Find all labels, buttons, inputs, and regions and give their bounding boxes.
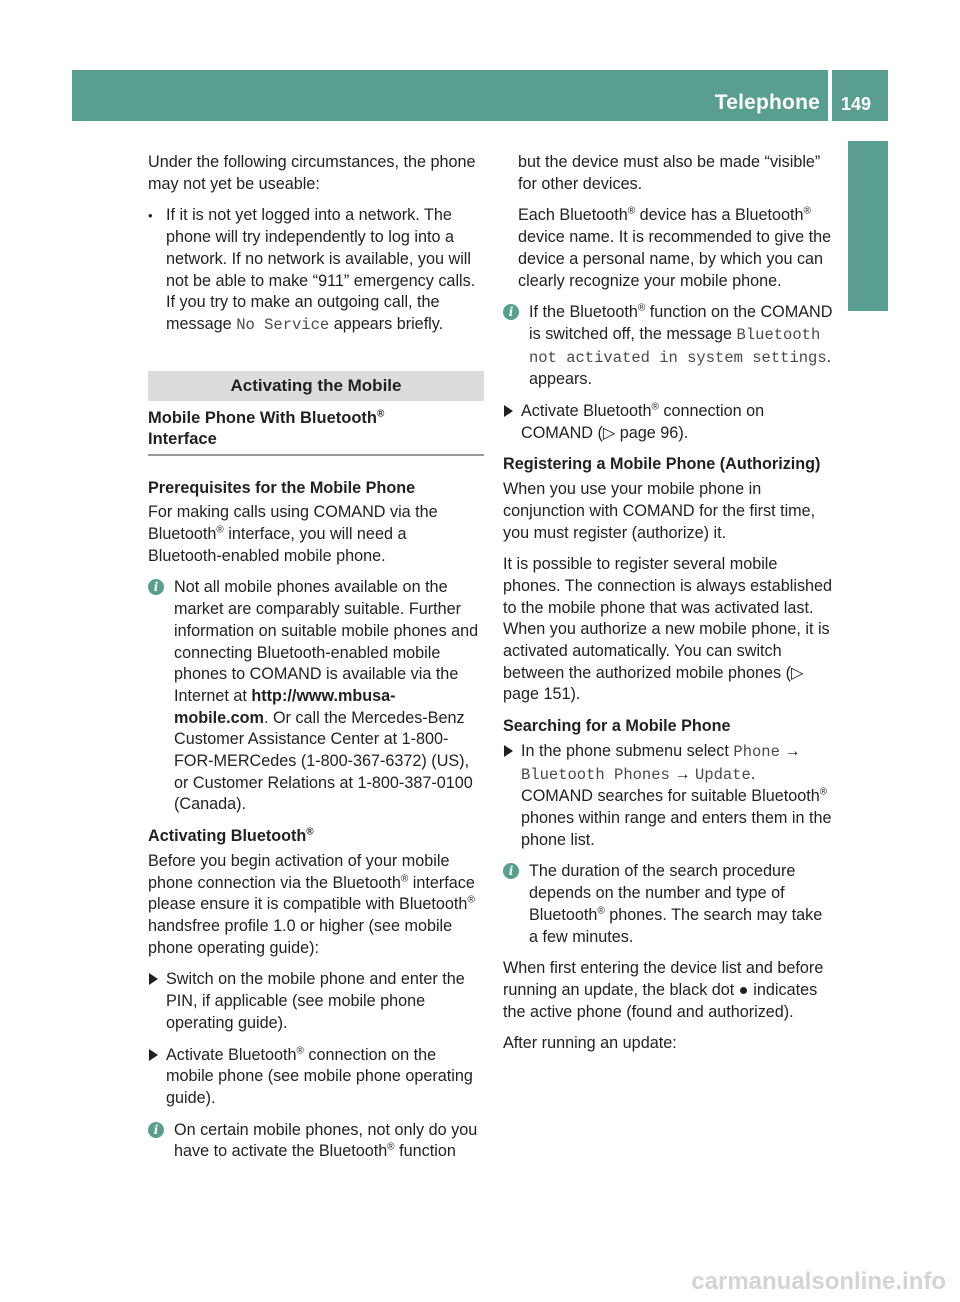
step-arrow-icon <box>149 1049 158 1061</box>
subheading: Mobile Phone With Bluetooth® Interface <box>148 408 484 456</box>
section-title-bar: Activating the Mobile <box>148 371 484 401</box>
info-icon: i <box>148 1122 164 1138</box>
bullet-network: • If it is not yet logged into a network. The phone will try independently to log into a network. If no network is available, you will not be able to make “911” emergency calls. If you try to make an outgoing call, the message No Service appears briefly. <box>148 206 476 334</box>
info-icon: i <box>503 304 519 320</box>
right-column <box>503 152 835 1065</box>
info-icon: i <box>148 579 164 595</box>
bullet-mark: • <box>148 208 153 224</box>
info-note-visibility: i On certain mobile phones, not only do you have to activate the Bluetooth® function <box>148 1120 484 1163</box>
info-note-duration: i The duration of the search procedure depends on the number and type of Bluetooth® phones. The search may take a few minutes. <box>503 861 835 948</box>
page-ref-151[interactable]: ▷ page 151 <box>503 663 804 704</box>
info-note-phones: i Not all mobile phones available on the market are comparably suitable. Further information on suitable mobile phones and connecting Bluetooth-enabled mobile phones to COMAND is available via the Internet at http://www.mbusa-mobile.com. Or call the Mercedes-Benz Customer Assistance Center at 1-800-FOR-MERCedes (1-800-367-6372) (US), or Customer Relations at 1-800-387-0100 (Canada). <box>148 577 484 816</box>
step-search: In the phone submenu select Phone → Bluetooth Phones → Update. COMAND searches for suitable Bluetooth® phones within range and enters them in the phone list. <box>503 741 835 852</box>
intro-paragraph: Under the following circumstances, the phone may not yet be useable: <box>148 153 476 193</box>
after-update-paragraph: After running an update: <box>503 1034 677 1053</box>
info-icon: i <box>503 863 519 879</box>
prereq-heading: Prerequisites for the Mobile Phone <box>148 478 416 497</box>
activating-heading: Activating Bluetooth® <box>148 826 314 846</box>
black-dot-icon <box>740 987 747 994</box>
step-arrow-icon <box>149 973 158 985</box>
register-paragraph-1: When you use your mobile phone in conjunction with COMAND for the first time, you must register (authorize) it. <box>503 480 816 542</box>
page-ref-96[interactable]: ▷ page 96 <box>602 423 679 442</box>
side-tab-label: COMAND APS <box>856 155 879 295</box>
step-arrow-icon <box>504 405 513 417</box>
info-note-bt-off: i If the Bluetooth® function on the COMAND is switched off, the message Bluetooth not activated in system settings. appears. <box>503 302 835 391</box>
chapter-title: Telephone <box>714 91 820 114</box>
step-activate-phone: Activate Bluetooth® connection on the mobile phone (see mobile phone operating guide). <box>148 1045 484 1110</box>
register-paragraph-2: It is possible to register several mobile phones. The connection is always established to the mobile phone that was activated last. When you authorize a new mobile phone, it is activated automatically. You can switch between the authorized mobile phones (▷ page 151). <box>503 555 833 704</box>
left-column <box>148 152 484 1173</box>
step-arrow-icon <box>504 745 513 757</box>
page-number: 149 <box>841 94 872 114</box>
activating-paragraph: Before you begin activation of your mobile phone connection via the Bluetooth® interface please ensure it is compatible with Bluetooth® handsfree profile 1.0 or higher (see mobile phone operating guide): <box>148 851 475 957</box>
footer-watermark: carmanualsonline.info <box>691 1268 946 1295</box>
prereq-paragraph: For making calls using COMAND via the Bluetooth® interface, you will need a Bluetooth-enabled mobile phone. <box>148 503 438 565</box>
continued-note: but the device must also be made “visible” for other devices. Each Bluetooth® device has a Bluetooth® device name. It is recommended to give the device a personal name, by which you can clearly recognize your mobile phone. <box>518 153 832 290</box>
step-activate-comand: Activate Bluetooth® connection on COMAND (▷ page 96). <box>503 401 835 444</box>
step-switch-on: Switch on the mobile phone and enter the PIN, if applicable (see mobile phone operating guide). <box>148 969 484 1034</box>
first-entry-paragraph: When first entering the device list and before running an update, the black dot indicates the active phone (found and authorized). <box>503 959 824 1021</box>
search-heading: Searching for a Mobile Phone <box>503 717 731 736</box>
mbusa-link[interactable]: http://www.mbusa-mobile.com <box>174 686 396 727</box>
header-bar <box>72 70 828 121</box>
page-number-box <box>832 70 888 121</box>
register-heading: Registering a Mobile Phone (Authorizing) <box>503 455 821 474</box>
